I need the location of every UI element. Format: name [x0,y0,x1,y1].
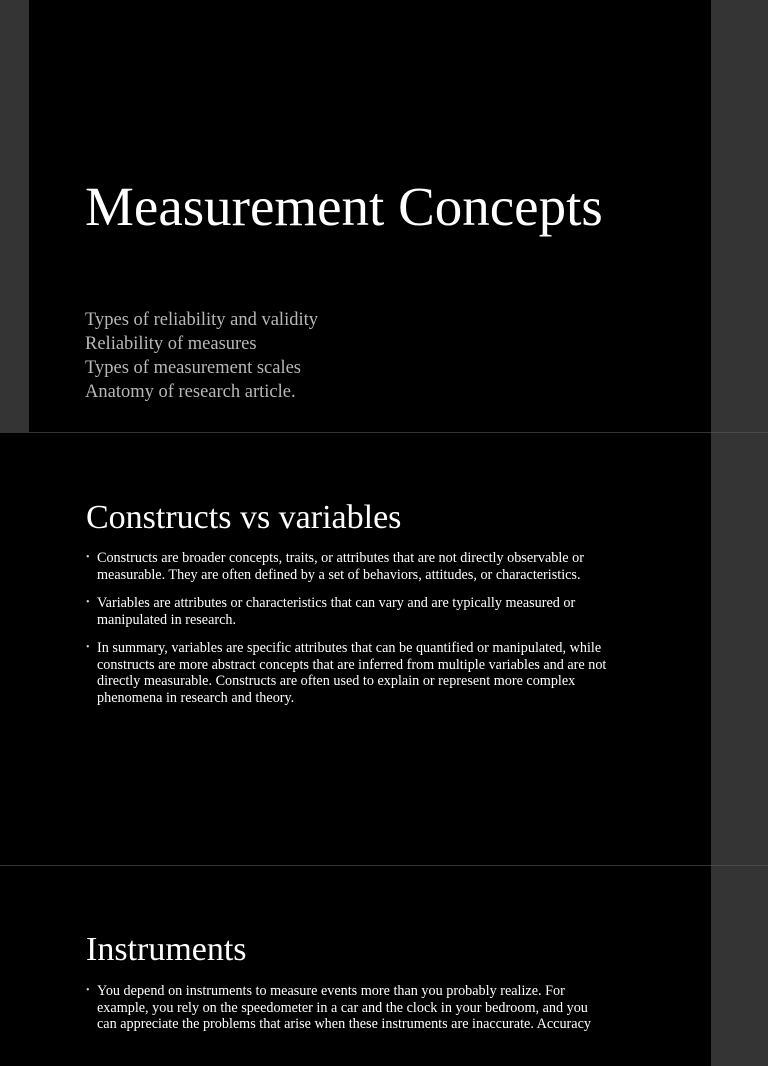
subtitle-item: Anatomy of research article. [85,382,296,402]
slide-gap-divider [711,865,768,866]
bullet-text: Constructs are broader concepts, traits, or attributes that are not directly observable or measurable. They are often defined by a set of behaviors, attitudes, or characteristics. [97,550,584,583]
bullet-icon: • [86,552,90,563]
bullet-icon: • [86,642,90,653]
bullet-text: Variables are attributes or characteristics that can vary and are typically measured or manipulated in research. [97,595,576,628]
bullet-list [86,550,611,718]
slide-heading: Instruments [86,931,247,968]
slide-heading: Constructs vs variables [86,499,402,536]
bullet-text: In summary, variables are specific attributes that can be quantified or manipulated, while constructs are more abstract concepts that are inferred from multiple variables and are not directly measurable. Constructs are often used to explain or represent more complex phenomena in research and theory. [97,640,607,706]
bullet-icon: • [86,985,90,996]
bullet-list [86,983,611,1045]
bullet-text: You depend on instruments to measure events more than you probably realize. For example, you rely on the speedometer in a car and the clock in your bedroom, and you can appreciate the problems that arise when these instruments are inaccurate. Accuracy [97,983,591,1032]
bullet-item [86,983,611,1033]
bullet-icon: • [86,597,90,608]
subtitle-item: Types of measurement scales [85,358,302,378]
bullet-item [86,595,611,628]
subtitle-list [85,308,318,404]
slide-gap-divider [711,432,768,433]
slide-instruments [0,866,711,1066]
slide-title-page [29,0,711,432]
slide-constructs-vs-variables [0,433,711,865]
subtitle-item: Reliability of measures [85,334,257,354]
bullet-item [86,550,611,583]
subtitle-item: Types of reliability and validity [85,310,318,330]
bullet-item [86,640,611,706]
slide-title: Measurement Concepts [85,176,603,237]
